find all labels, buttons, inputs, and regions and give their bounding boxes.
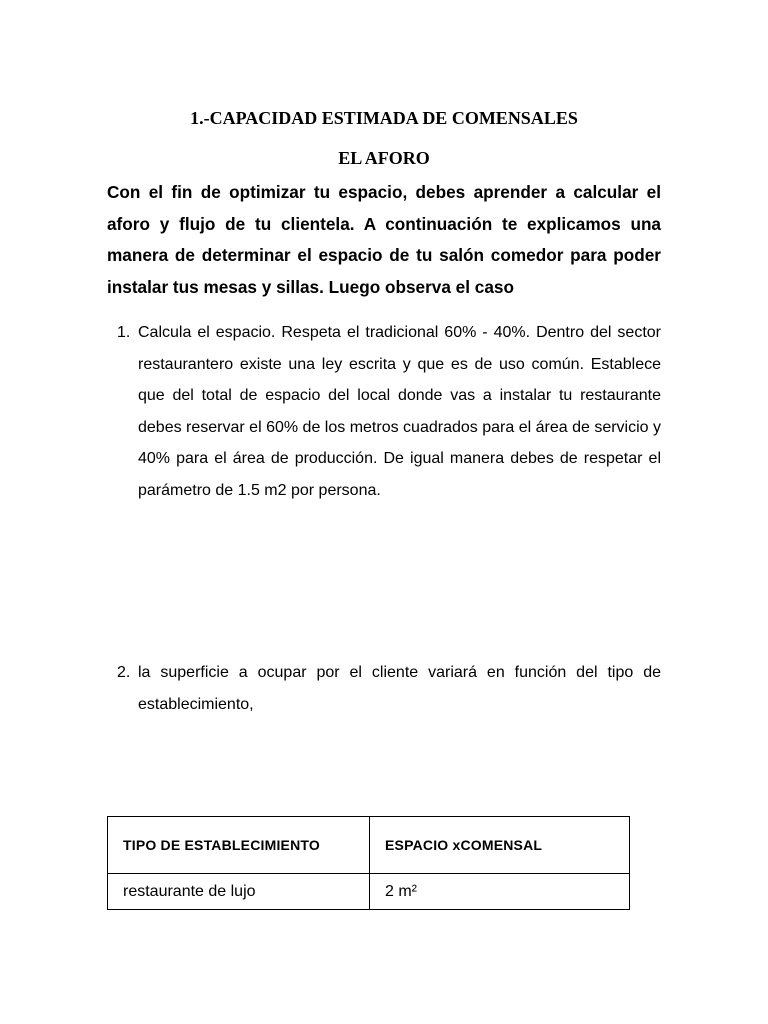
list-item xyxy=(107,317,661,506)
list-item xyxy=(107,657,661,720)
table-header-cell: TIPO DE ESTABLECIMIENTO xyxy=(108,817,370,874)
list-item-number: 1. xyxy=(117,324,131,341)
intro-paragraph: Con el fin de optimizar tu espacio, debes aprender a calcular el aforo y flujo de tu clientela. A continuación te explicamos una manera de determinar el espacio de tu salón comedor para poder instalar tus mesas y sillas. Luego observa el caso xyxy=(107,182,661,297)
list-item-text: la superficie a ocupar por el cliente variará en función del tipo de establecimiento, xyxy=(138,664,661,713)
table-cell: 2 m² xyxy=(370,874,630,910)
table-cell: restaurante de lujo xyxy=(108,874,370,910)
list-item-number: 2. xyxy=(117,664,131,681)
table-row xyxy=(108,874,630,910)
page-title: 1.-CAPACIDAD ESTIMADA DE COMENSALES xyxy=(190,108,578,128)
page-subtitle: EL AFORO xyxy=(338,148,430,168)
establishment-space-table xyxy=(107,816,630,910)
table-header-row xyxy=(108,817,630,874)
table-header-cell: ESPACIO xCOMENSAL xyxy=(370,817,630,874)
list-item-text: Calcula el espacio. Respeta el tradicional 60% - 40%. Dentro del sector restaurantero existe una ley escrita y que es de uso común. Establece que del total de espacio del local donde vas a instalar tu restaurante debes reservar el 60% de los metros cuadrados para el área de servicio y 40% para el área de producción. De igual manera debes de respetar el parámetro de 1.5 m2 por persona. xyxy=(138,324,661,499)
